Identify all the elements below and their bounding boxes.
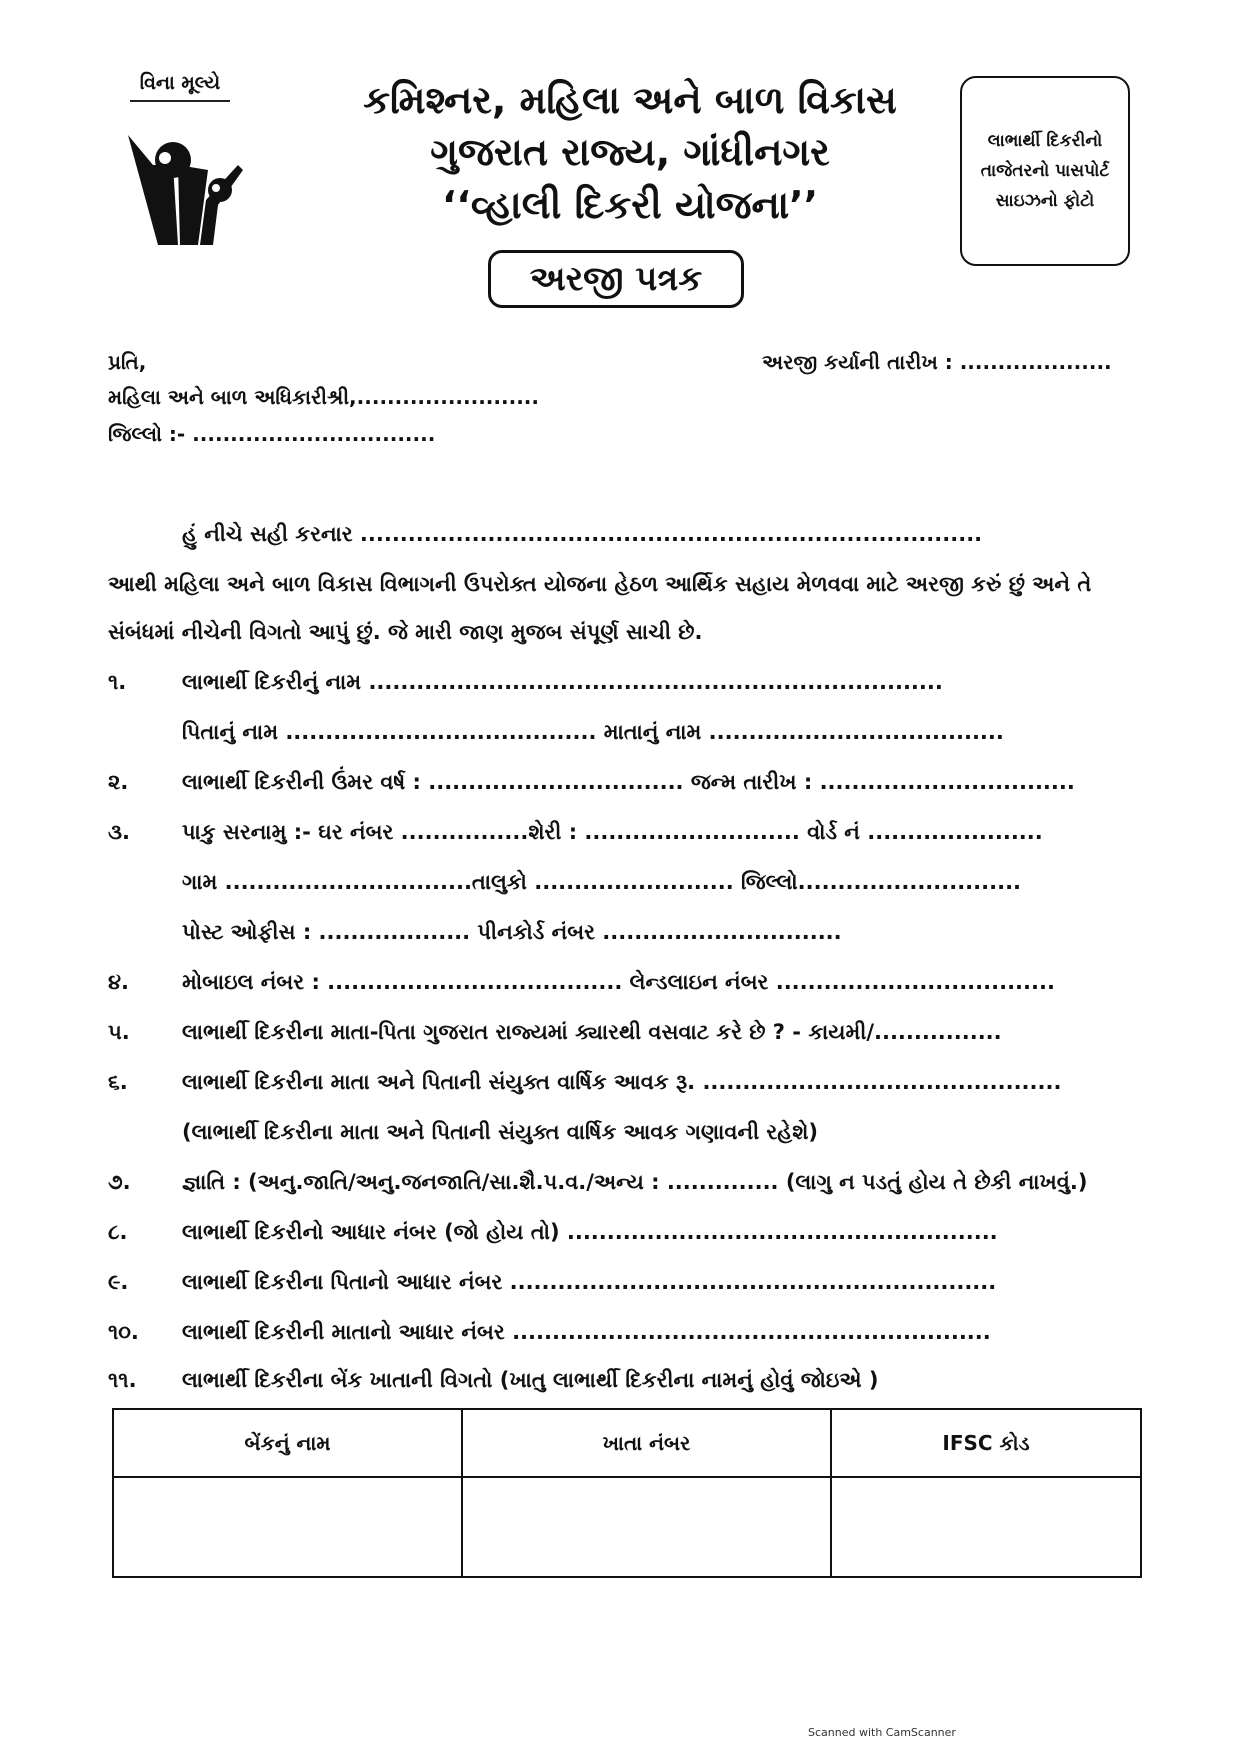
bank-name-cell[interactable] — [113, 1477, 462, 1577]
item-post-office-pincode: પોસ્ટ ઓફીસ : ................... પીનકોર્ડ નંબર .............................. — [182, 920, 842, 944]
item-beneficiary-aadhaar: લાભાર્થી દિકરીનો આધાર નંબર (જો હોય તો) ...................................................... — [182, 1220, 998, 1244]
item-number: ૫. — [108, 1020, 130, 1044]
item-number: ૭. — [108, 1170, 131, 1194]
item-number: ૨. — [108, 770, 129, 794]
item-beneficiary-name: લાભાર્થી દિકરીનું નામ ........................................................................ — [182, 670, 943, 694]
intro-line-1: હું નીચે સહી કરનાર .............................................................................. — [182, 522, 983, 546]
table-header-row — [113, 1409, 1141, 1477]
address-officer: મહિલા અને બાળ અધિકારીશ્રી,........................ — [108, 385, 539, 409]
account-number-cell[interactable] — [462, 1477, 831, 1577]
item-income-note: (લાભાર્થી દિકરીના માતા અને પિતાની સંયુક્ત વાર્ષિક આવક ગણાવની રહેશે) — [182, 1120, 818, 1144]
application-date: અરજી કર્યાની તારીખ : .................... — [762, 350, 1112, 374]
account-number-header: ખાતા નંબર — [462, 1409, 831, 1477]
item-mother-aadhaar: લાભાર્થી દિકરીની માતાનો આધાર નંબર ............................................................ — [182, 1320, 991, 1344]
photo-placeholder-box — [960, 76, 1130, 266]
address-to: પ્રતિ, — [108, 350, 147, 374]
intro-line-3: સંબંધમાં નીચેની વિગતો આપું છું. જે મારી જાણ મુજબ સંપૂર્ણ સાચી છે. — [108, 620, 703, 644]
bank-name-header: બેંકનું નામ — [113, 1409, 462, 1477]
department-logo — [118, 125, 268, 255]
item-village-taluka-district: ગામ ...............................તાલુકો ......................... જિલ્લો............................ — [182, 870, 1022, 894]
intro-line-2: આથી મહિલા અને બાળ વિકાસ વિભાગની ઉપરોક્ત યોજના હેઠળ આર્થિક સહાય મેળવવા માટે અરજી કરું છું અને તે — [108, 572, 1092, 596]
item-age-dob: લાભાર્થી દિકરીની ઉંમર વર્ષ : ................................ જન્મ તારીખ : ................................ — [182, 770, 1075, 794]
item-permanent-address: પાકુ સરનામુ :- ઘર નંબર ................શેરી : ........................... વોર્ડ નં ...................... — [182, 820, 1043, 844]
item-number: ૪. — [108, 970, 129, 994]
item-number: ૩. — [108, 820, 130, 844]
item-number: ૧૦. — [108, 1320, 139, 1344]
ifsc-code-cell[interactable] — [831, 1477, 1141, 1577]
item-phone-numbers: મોબાઇલ નંબર : ..................................... લેન્ડલાઇન નંબર ................................... — [182, 970, 1055, 994]
address-district: જિલ્લો :- ................................ — [108, 422, 436, 446]
header-title-state: ગુજરાત રાજ્ય, ગાંધીનગર — [430, 130, 830, 174]
item-bank-details-heading: લાભાર્થી દિકરીના બેંક ખાતાની વિગતો (ખાતુ લાભાર્થી દિકરીના નામનું હોવું જોઇએ ) — [182, 1368, 879, 1392]
bank-details-table — [112, 1408, 1142, 1578]
item-caste: જ્ઞાતિ : (અનુ.જાતિ/અનુ.જનજાતિ/સા.શૈ.પ.વ./અન્ય : .............. (લાગુ ન પડતું હોય તે છેકી નાખવું.) — [182, 1170, 1088, 1194]
item-number: ૬. — [108, 1070, 128, 1094]
item-annual-income: લાભાર્થી દિકરીના માતા અને પિતાની સંયુક્ત વાર્ષિક આવક રૂ. ............................................. — [182, 1070, 1062, 1094]
free-of-cost-label: વિના મૂલ્યે — [130, 72, 230, 102]
item-father-aadhaar: લાભાર્થી દિકરીના પિતાનો આધાર નંબર ............................................................. — [182, 1270, 997, 1294]
header-title-commissioner: કમિશ્નર, મહિલા અને બાળ વિકાસ — [363, 78, 897, 122]
item-parents-names: પિતાનું નામ ....................................... માતાનું નામ ..................................... — [182, 720, 1004, 744]
form-title-box: અરજી પત્રક — [488, 250, 744, 308]
table-row — [113, 1477, 1141, 1577]
header-title-scheme: ‘‘વ્હાલી દિકરી યોજના’’ — [441, 183, 819, 227]
item-number: ૯. — [108, 1270, 129, 1294]
item-residence-duration: લાભાર્થી દિકરીના માતા-પિતા ગુજરાત રાજ્યમાં ક્યારથી વસવાટ કરે છે ? - કાયમી/................ — [182, 1020, 1002, 1044]
photo-box-label: લાભાર્થી દિકરીનો તાજેતરનો પાસપોર્ટ સાઇઝનો ફોટો — [980, 131, 1110, 211]
ifsc-code-header: IFSC કોડ — [831, 1409, 1141, 1477]
item-number: ૧૧. — [108, 1368, 137, 1392]
scanner-watermark: Scanned with CamScanner — [808, 1726, 956, 1739]
item-number: ૧. — [108, 670, 127, 694]
item-number: ૮. — [108, 1220, 128, 1244]
